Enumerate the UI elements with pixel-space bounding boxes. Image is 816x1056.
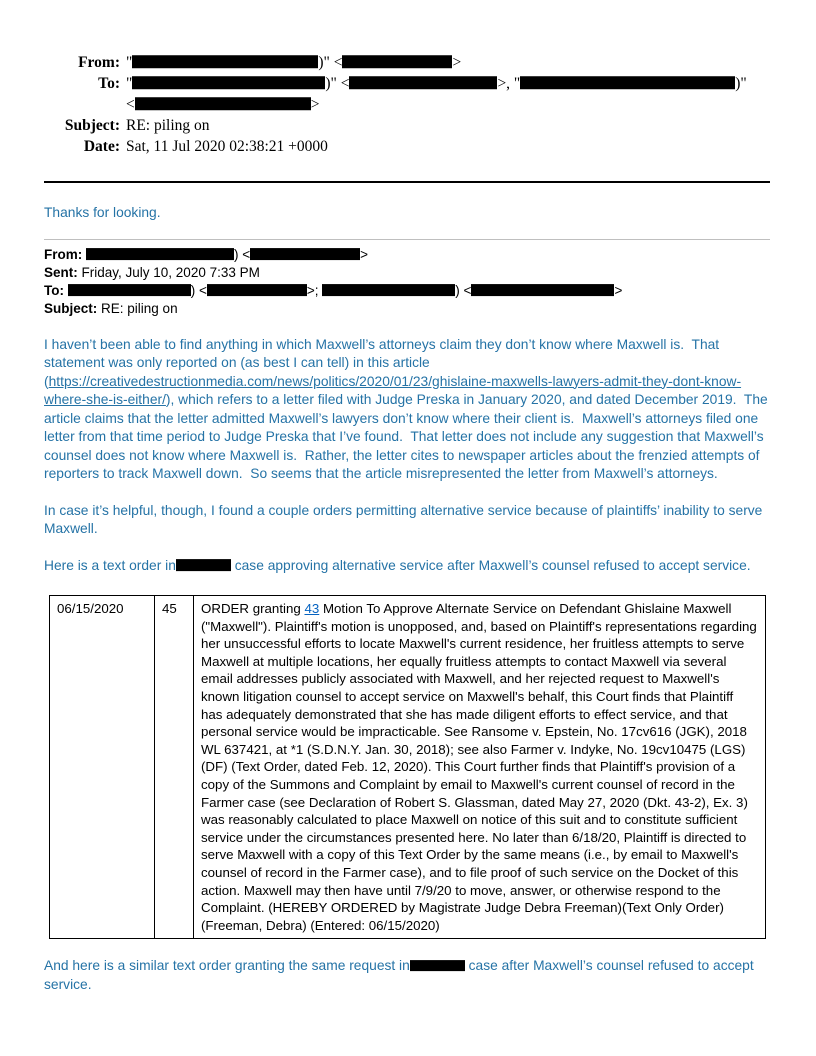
redaction-bar (471, 284, 614, 295)
quoted-sent-value: Friday, July 10, 2020 7:33 PM (81, 264, 260, 280)
quoted-from-label: From: (44, 246, 83, 262)
redaction-bar (322, 284, 455, 295)
quoted-sent-label: Sent: (44, 264, 78, 280)
redaction-bar (132, 55, 318, 68)
docket-order-table (49, 595, 766, 939)
header-from-row (44, 52, 770, 73)
quoted-subject-label: Subject: (44, 300, 98, 316)
redaction-bar (520, 76, 735, 89)
redaction-bar (349, 76, 497, 89)
quoted-to-value: ) < >; ) < > (68, 283, 623, 298)
redaction-bar (68, 284, 191, 295)
quoted-email-header (44, 246, 770, 318)
quoted-subject-value: RE: piling on (101, 300, 178, 316)
quoted-sent-row (44, 264, 770, 282)
header-divider (44, 181, 770, 183)
docket-number-cell: 45 (155, 596, 194, 939)
docket-date-cell: 06/15/2020 (50, 596, 155, 939)
body-paragraph-orders: In case it’s helpful, though, I found a couple orders permitting alternative service because of plaintiffs’ inability to serve Maxwell. (44, 502, 767, 536)
redaction-bar (135, 97, 311, 110)
redaction-bar (207, 284, 307, 295)
redaction-bar (342, 55, 452, 68)
greeting-text: Thanks for looking. (44, 205, 161, 220)
redaction-bar (86, 248, 234, 259)
quoted-to-label: To: (44, 282, 64, 298)
quoted-subject-row (44, 300, 770, 318)
from-value: " )" < > (126, 54, 462, 71)
redaction-bar (176, 559, 231, 571)
email-header (44, 52, 770, 157)
header-to-row (44, 73, 770, 115)
quoted-from-row (44, 246, 770, 264)
quoted-to-row (44, 282, 770, 300)
redaction-bar (410, 960, 465, 972)
date-value: Sat, 11 Jul 2020 02:38:21 +0000 (126, 138, 328, 155)
quoted-message-divider (44, 239, 770, 240)
from-label: From: (78, 54, 120, 71)
article-url-link[interactable]: https://creativedestructionmedia.com/news/politics/2020/01/23/ghislaine-maxwells-lawyers-admit-they-dont-know-where-she-is-either/ (44, 373, 742, 407)
body-paragraph-article: I haven’t been able to find anything in which Maxwell’s attorneys claim they don’t know where Maxwell is. That statement was only reported on (as best I can tell) in this article (https://creativedestructionmedia.com/news/politics/2020/01/23/ghislaine-maxwells-lawyers-admit-they-dont-know-where-she-is-either/), which refers to a letter filed with Judge Preska in January 2020, and dated December 2019. The article claims that the letter admitted Maxwell’s lawyers don’t know where their client is. Maxwell’s attorneys filed one letter from that time period to Judge Preska that I’ve found. That letter does not include any suggestion that Maxwell’s counsel does not know where Maxwell is. Rather, the letter cites to newspaper articles about the frenzied attempts of reporters to track Maxwell down. So seems that the article misrepresented the letter from Maxwell’s attorneys. (44, 336, 772, 481)
redaction-bar (132, 76, 325, 89)
quoted-from-value: ) < > (86, 247, 368, 262)
subject-label: Subject: (64, 117, 120, 134)
to-label: To: (98, 75, 120, 92)
header-subject-row (44, 115, 770, 136)
subject-value: RE: piling on (126, 117, 210, 134)
body-paragraph-closing: And here is a similar text order granting the same request in case after Maxwell’s counsel refused to accept service. (44, 958, 758, 992)
docket-order-text-cell: ORDER granting 43 Motion To Approve Alternate Service on Defendant Ghislaine Maxwell ("Maxwell"). Plaintiff's motion is unopposed, and, based on Plaintiff's representations regarding her unsuccessful efforts to locate Maxwell's current residence, her fruitless attempts to serve Maxwell at multiple locations, her equally fruitless attempts to contact Maxwell via several email addresses publicly associated with Maxwell, and her rejected request to Maxwell's known litigation counsel to accept service on Maxwell's behalf, this Court finds that Plaintiff has adequately demonstrated that she has made diligent efforts to effect service, and that personal service would be impracticable. See Ransome v. Epstein, No. 17cv616 (JGK), 2018 WL 637421, at *1 (S.D.N.Y. Jan. 30, 2018); see also Farmer v. Indyke, No. 19cv10475 (LGS)(DF) (Text Order, dated Feb. 12, 2020). This Court further finds that Plaintiff's provision of a copy of the Summons and Complaint by email to Maxwell's current counsel of record in the Farmer case (see Declaration of Robert S. Glassman, dated May 27, 2020 (Dkt. 43-2), Ex. 3) was reasonably calculated to place Maxwell on notice of this suit and to constitute sufficient service under the circumstances presented here. No later than 6/18/20, Plaintiff is directed to serve Maxwell with a copy of this Text Order by the same means (i.e., by email to Maxwell's counsel of record in the Farmer case), and to file proof of such service on the Docket of this action. Maxwell may then have until 7/9/20 to move, answer, or otherwise respond to the Complaint. (HEREBY ORDERED by Magistrate Judge Debra Freeman)(Text Only Order) (Freeman, Debra) (Entered: 06/15/2020) (194, 596, 766, 939)
redaction-bar (250, 248, 360, 259)
docket-table-row (50, 596, 766, 939)
header-date-row (44, 136, 770, 157)
docket-entry-43-link[interactable]: 43 (304, 601, 320, 616)
to-value: " )" < >, " )" < > (126, 75, 747, 113)
body-paragraph-text-order-intro: Here is a text order in case approving alternative service after Maxwell’s counsel refused to accept service. (44, 557, 751, 573)
date-label: Date: (83, 138, 120, 155)
